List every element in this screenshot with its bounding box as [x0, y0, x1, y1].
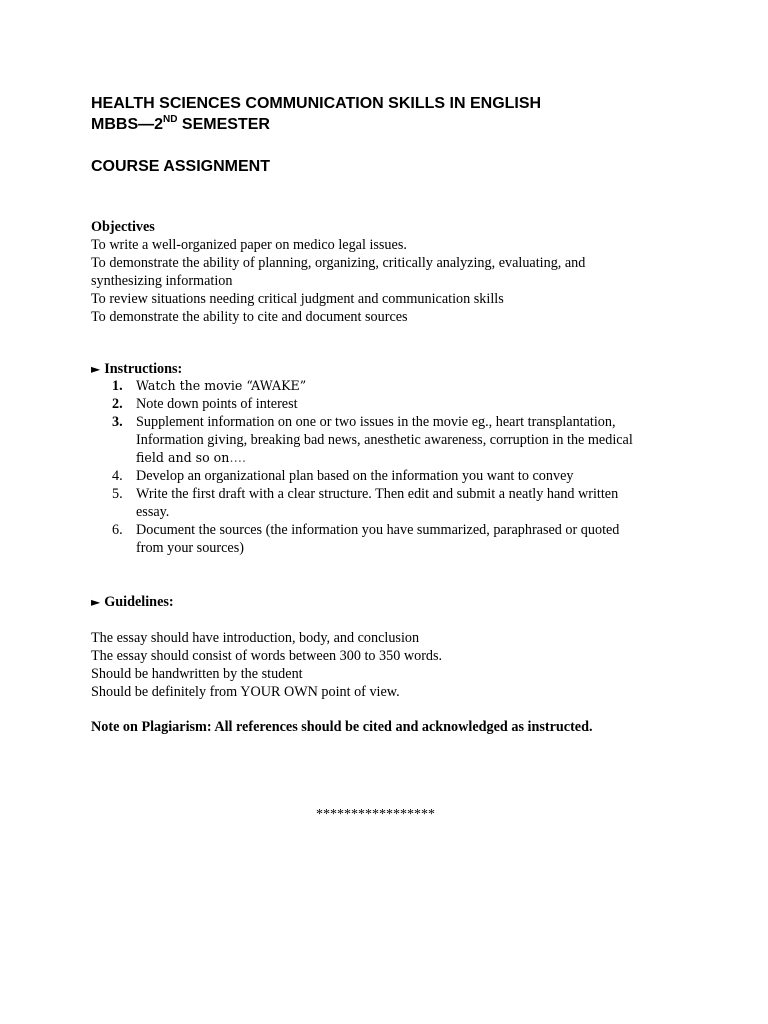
instruction-item	[91, 377, 711, 395]
instruction-number: 5.	[112, 486, 123, 502]
instruction-text: Information giving, breaking bad news, anesthetic awareness, corruption in the medical	[136, 432, 633, 448]
instruction-text: from your sources)	[136, 540, 244, 556]
instruction-text: field and so on	[136, 450, 230, 465]
guideline-line: The essay should have introduction, body, and conclusion	[91, 630, 420, 646]
instruction-text: Develop an organizational plan based on the information you want to convey	[136, 468, 574, 484]
instruction-number: 6.	[112, 522, 123, 538]
course-line-superscript: ND	[163, 113, 178, 125]
objective-line: synthesizing information	[91, 273, 233, 289]
instruction-item	[91, 413, 711, 467]
instructions-heading: Instructions:	[104, 361, 183, 377]
instruction-text: essay.	[136, 504, 170, 520]
guidelines-heading-row	[91, 593, 691, 611]
objective-line: To review situations needing critical judgment and communication skills	[91, 291, 504, 307]
instruction-text: Watch the movie “AWAKE”	[136, 378, 307, 393]
instructions-heading-row	[91, 360, 691, 378]
course-line-prefix: MBBS—2	[91, 116, 164, 133]
objectives-section	[91, 218, 691, 326]
guideline-line: The essay should consist of words between 300 to 350 words.	[91, 648, 443, 664]
instruction-text: Document the sources (the information you have summarized, paraphrased or quoted	[136, 522, 620, 538]
instruction-text: Note down points of interest	[136, 396, 298, 412]
document-title: HEALTH SCIENCES COMMUNICATION SKILLS IN ENGLISH	[91, 95, 542, 112]
objective-line: To demonstrate the ability of planning, organizing, critically analyzing, evaluating, and	[91, 255, 586, 271]
instruction-item	[91, 467, 711, 485]
objective-line: To write a well-organized paper on medico legal issues.	[91, 237, 407, 253]
instruction-number: 2.	[112, 396, 123, 412]
guideline-line: Should be definitely from YOUR OWN point of view.	[91, 684, 400, 700]
pointer-arrow-icon: ►	[91, 362, 101, 376]
instruction-number: 4.	[112, 468, 123, 484]
instruction-text: Write the first draft with a clear structure. Then edit and submit a neatly hand written	[136, 486, 619, 502]
document-subtitle: COURSE ASSIGNMENT	[91, 158, 270, 175]
pointer-arrow-icon: ►	[91, 595, 101, 609]
instruction-number: 1.	[112, 378, 123, 394]
instruction-number: 3.	[112, 414, 123, 430]
instruction-ellipsis: ….	[229, 450, 246, 465]
instructions-list	[91, 377, 711, 557]
instruction-item	[91, 485, 711, 521]
instruction-text: Supplement information on one or two issues in the movie eg., heart transplantation,	[136, 414, 616, 430]
objectives-heading: Objectives	[91, 219, 155, 235]
instruction-text-last	[136, 449, 711, 467]
plagiarism-note	[91, 718, 691, 736]
guidelines-section	[91, 629, 691, 701]
document-course-line	[91, 115, 270, 135]
guidelines-heading: Guidelines:	[104, 594, 174, 610]
plagiarism-note-text: Note on Plagiarism: All references should be cited and acknowledged as instructed.	[91, 719, 593, 735]
course-line-suffix: SEMESTER	[177, 116, 270, 133]
guideline-line: Should be handwritten by the student	[91, 666, 303, 682]
objective-line: To demonstrate the ability to cite and document sources	[91, 309, 408, 325]
instruction-item	[91, 395, 711, 413]
instruction-item	[91, 521, 711, 557]
footer-separator: *****************	[316, 807, 435, 822]
